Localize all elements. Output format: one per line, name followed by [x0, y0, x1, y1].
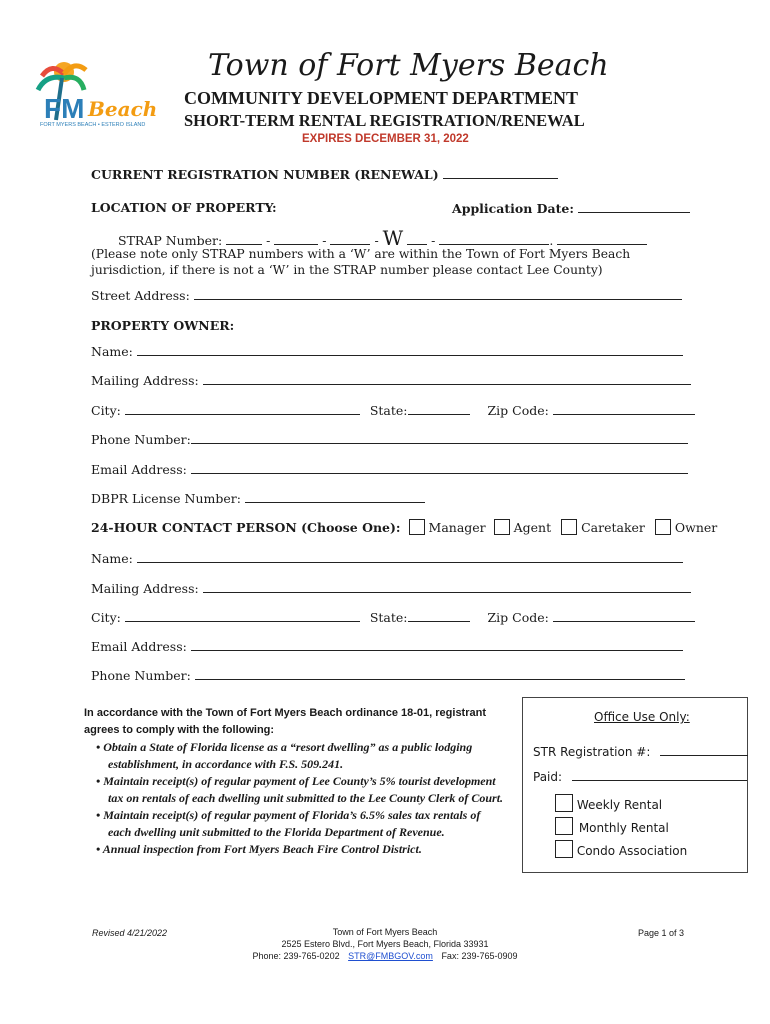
contact-type-row	[91, 519, 717, 535]
owner-mailing-input[interactable]	[203, 372, 691, 385]
town-logo	[24, 56, 164, 132]
weekly-rental-row	[555, 794, 662, 812]
town-title: Town of Fort Myers Beach	[208, 48, 609, 83]
contact-email-input[interactable]	[191, 638, 683, 651]
owner-email-row	[91, 461, 688, 477]
street-input[interactable]	[194, 287, 682, 300]
expires-note: EXPIRES DECEMBER 31, 2022	[302, 133, 469, 145]
contact-section-label: 24-HOUR CONTACT PERSON (Choose One):	[91, 520, 401, 535]
owner-name-input[interactable]	[137, 343, 683, 356]
strap-part-2[interactable]	[274, 232, 318, 245]
owner-state-label: State:	[369, 403, 408, 418]
owner-city-row	[91, 402, 695, 418]
contact-mailing-input[interactable]	[203, 580, 691, 593]
ordinance-bullet-4: Annual inspection from Fort Myers Beach Fire Control District.	[102, 842, 422, 856]
contact-name-input[interactable]	[137, 550, 683, 563]
application-date-label: Application Date:	[452, 201, 574, 216]
contact-mailing-label: Mailing Address:	[91, 581, 199, 596]
form-title: SHORT-TERM RENTAL REGISTRATION/RENEWAL	[184, 111, 585, 130]
list-item: • Maintain receipt(s) of regular payment of Lee County’s 5% tourist development tax on rentals of each dwelling unit submitted to the Lee County Clerk of Court.	[96, 774, 504, 805]
ordinance-list	[84, 739, 504, 858]
strap-note: (Please note only STRAP numbers with a ‘W’ are within the Town of Fort Myers Beach jurisdiction, if there is not a ‘W’ in the STRAP number please contact Lee County)	[91, 247, 631, 277]
strap-part-6[interactable]	[557, 232, 647, 245]
location-label: LOCATION OF PROPERTY:	[91, 200, 277, 215]
footer-center	[220, 926, 550, 962]
footer-address: 2525 Estero Blvd., Fort Myers Beach, Florida 33931	[281, 939, 489, 949]
svg-text:Beach: Beach	[88, 97, 158, 121]
contact-email-row	[91, 638, 683, 654]
condo-association-row	[555, 840, 687, 858]
ordinance-bullet-3: Maintain receipt(s) of regular payment of Florida’s 6.5% sales tax rentals of each dwelling unit submitted to the Florida Department of Revenue.	[103, 808, 481, 839]
agent-option-label: Agent	[513, 520, 552, 535]
paid-row	[533, 768, 747, 784]
contact-zip-input[interactable]	[553, 609, 695, 622]
manager-option-label: Manager	[428, 520, 486, 535]
agent-checkbox[interactable]	[494, 519, 510, 535]
list-item: • Maintain receipt(s) of regular payment of Florida’s 6.5% sales tax rentals of each dwelling unit submitted to the Florida Department of Revenue.	[96, 808, 481, 839]
strap-w: W	[382, 226, 404, 250]
footer-phone: Phone: 239-765-0202	[252, 951, 340, 961]
owner-dbpr-label: DBPR License Number:	[91, 491, 241, 506]
owner-zip-label: Zip Code:	[487, 403, 549, 418]
contact-state-label: State:	[369, 610, 408, 625]
strap-part-4[interactable]	[407, 232, 427, 245]
application-date-input[interactable]	[578, 200, 690, 213]
footer-contact	[220, 950, 550, 962]
ordinance-block	[84, 705, 504, 858]
owner-email-input[interactable]	[191, 461, 688, 474]
current-registration-input[interactable]	[443, 166, 558, 179]
str-registration-input[interactable]	[660, 743, 748, 756]
owner-state-input[interactable]	[408, 402, 470, 415]
contact-name-label: Name:	[91, 551, 133, 566]
owner-city-input[interactable]	[125, 402, 360, 415]
footer-email-link[interactable]: STR@FMBGOV.com	[348, 951, 433, 961]
caretaker-option-label: Caretaker	[581, 520, 645, 535]
weekly-rental-checkbox[interactable]	[555, 794, 573, 812]
logo-subtext: FORT MYERS BEACH • ESTERO ISLAND	[40, 122, 146, 128]
weekly-rental-label: Weekly Rental	[576, 798, 663, 812]
owner-name-row	[91, 343, 683, 359]
contact-state-input[interactable]	[408, 609, 470, 622]
contact-phone-label: Phone Number:	[91, 668, 191, 683]
strap-part-1[interactable]	[226, 232, 262, 245]
contact-city-input[interactable]	[125, 609, 360, 622]
owner-city-label: City:	[91, 403, 121, 418]
office-use-box	[522, 697, 748, 873]
monthly-rental-checkbox[interactable]	[555, 817, 573, 835]
svg-text:FM: FM	[44, 93, 85, 124]
owner-phone-input[interactable]	[191, 431, 688, 444]
list-item: • Obtain a State of Florida license as a “resort dwelling” as a public lodging establishment, in accordance with F.S. 509.241.	[96, 740, 473, 771]
contact-phone-row	[91, 667, 685, 683]
contact-email-label: Email Address:	[91, 639, 187, 654]
paid-label: Paid:	[533, 770, 563, 784]
ordinance-intro: In accordance with the Town of Fort Myers Beach ordinance 18-01, registrant agrees to comply with the following:	[84, 707, 486, 736]
strap-part-5[interactable]	[439, 232, 549, 245]
condo-association-checkbox[interactable]	[555, 840, 573, 858]
owner-mailing-row	[91, 372, 691, 388]
owner-dbpr-input[interactable]	[245, 490, 425, 503]
contact-city-row	[91, 609, 695, 625]
owner-zip-input[interactable]	[553, 402, 695, 415]
ordinance-bullet-2: Maintain receipt(s) of regular payment of Lee County’s 5% tourist development tax on rentals of each dwelling unit submitted to the Lee County Clerk of Court.	[103, 774, 504, 805]
owner-mailing-label: Mailing Address:	[91, 373, 199, 388]
paid-input[interactable]	[572, 768, 747, 781]
office-use-title: Office Use Only:	[594, 710, 690, 724]
strap-label: STRAP Number:	[118, 233, 223, 248]
monthly-rental-label: Monthly Rental	[578, 821, 669, 835]
street-row	[91, 287, 682, 303]
revised-date: Revised 4/21/2022	[92, 928, 168, 938]
footer-town: Town of Fort Myers Beach	[332, 927, 438, 937]
ordinance-bullet-1: Obtain a State of Florida license as a “resort dwelling” as a public lodging establishment, in accordance with F.S. 509.241.	[103, 740, 473, 771]
owner-option-label: Owner	[674, 520, 718, 535]
caretaker-checkbox[interactable]	[561, 519, 577, 535]
street-label: Street Address:	[91, 288, 190, 303]
department-title: COMMUNITY DEVELOPMENT DEPARTMENT	[184, 88, 579, 108]
str-registration-row	[533, 743, 748, 759]
condo-association-label: Condo Association	[576, 844, 688, 858]
strap-row: STRAP Number: - - - W - .	[118, 226, 647, 250]
page-number: Page 1 of 3	[638, 928, 685, 938]
str-registration-label: STR Registration #:	[533, 745, 651, 759]
strap-part-3[interactable]	[330, 232, 370, 245]
owner-email-label: Email Address:	[91, 462, 187, 477]
contact-phone-input[interactable]	[195, 667, 685, 680]
monthly-rental-row	[555, 817, 669, 835]
contact-name-row	[91, 550, 683, 566]
current-registration-label: CURRENT REGISTRATION NUMBER (RENEWAL)	[91, 167, 439, 182]
application-date-row	[452, 200, 690, 216]
property-owner-label: PROPERTY OWNER:	[91, 318, 235, 333]
manager-checkbox[interactable]	[409, 519, 425, 535]
contact-zip-label: Zip Code:	[487, 610, 549, 625]
palm-tree-icon	[24, 56, 164, 132]
owner-checkbox[interactable]	[655, 519, 671, 535]
current-registration-row	[91, 166, 558, 182]
owner-phone-row	[91, 431, 688, 447]
owner-dbpr-row	[91, 490, 425, 506]
footer-fax: Fax: 239-765-0909	[441, 951, 518, 961]
list-item: • Annual inspection from Fort Myers Beach Fire Control District.	[96, 842, 422, 856]
contact-mailing-row	[91, 580, 691, 596]
contact-city-label: City:	[91, 610, 121, 625]
owner-phone-label: Phone Number:	[91, 432, 191, 447]
owner-name-label: Name:	[91, 344, 133, 359]
